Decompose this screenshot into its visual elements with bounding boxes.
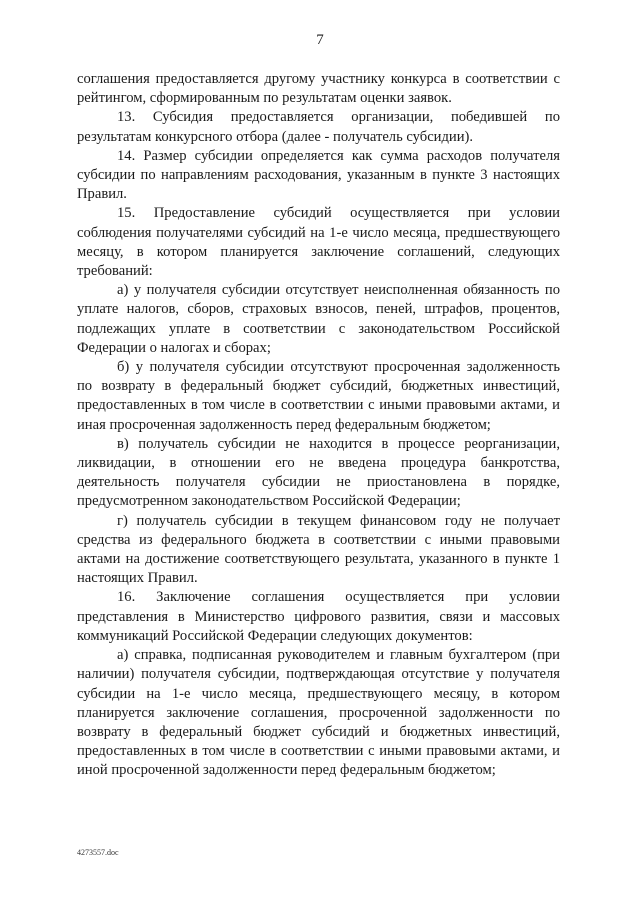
document-body [77, 70, 560, 781]
document-file-code: 4273557.doc [77, 848, 119, 857]
paragraph-15-v: в) получатель субсидии не находится в процессе реорганизации, ликвидации, в отношении его не введена процедура банкротства, деятельность получателя субсидии не приостановлена в порядке, предусмотренном законодательством Российской Федерации; [77, 435, 560, 510]
paragraph-15-b: б) у получателя субсидии отсутствуют просроченная задолженность по возврату в федеральный бюджет субсидий, бюджетных инвестиций, предоставленных в том числе в соответствии с иными правовыми актами, и иная просроченная задолженность перед федеральным бюджетом; [77, 359, 560, 433]
paragraph-16-a: а) справка, подписанная руководителем и главным бухгалтером (при наличии) получателя субсидии, подтверждающая отсутствие у получателя субсидии на 1-е число месяца, предшествующего месяцу, в котором планируется заключение соглашения, просроченной задолженности по возврату в федеральный бюджет субсидий и бюджетных инвестиций, предоставленных в том числе в соответствии с иными правовыми актами, и иной просроченной задолженности перед федеральным бюджетом; [77, 647, 560, 779]
paragraph-15-a: а) у получателя субсидии отсутствует неисполненная обязанность по уплате налогов, сборов, страховых взносов, пеней, штрафов, процентов, подлежащих уплате в соответствии с законодательством Российской Федерации о налогах и сборах; [77, 282, 560, 356]
paragraph-15: 15. Предоставление субсидий осуществляется при условии соблюдения получателями субсидий на 1-е число месяца, предшествующего месяцу, в котором планируется заключение соглашений, следующих требований: [77, 205, 560, 280]
paragraph-14: 14. Размер субсидии определяется как сумма расходов получателя субсидии по направлениям расходования, указанным в пункте 3 настоящих Правил. [77, 147, 560, 203]
paragraph-16: 16. Заключение соглашения осуществляется при условии представления в Министерство цифрового развития, связи и массовых коммуникаций Российской Федерации следующих документов: [77, 589, 560, 644]
paragraph-15-g: г) получатель субсидии в текущем финансовом году не получает средства из федерального бюджета в соответствии с иными правовыми актами на достижение соответствующего результата, указанного в пункте 1 настоящих Правил. [77, 512, 560, 587]
page-number: 7 [316, 32, 324, 48]
paragraph-continuation: соглашения предоставляется другому участнику конкурса в соответствии с рейтингом, сформированным по результатам оценки заявок. [77, 71, 560, 107]
paragraph-13: 13. Субсидия предоставляется организации, победившей по результатам конкурсного отбора (далее - получатель субсидии). [77, 109, 560, 145]
